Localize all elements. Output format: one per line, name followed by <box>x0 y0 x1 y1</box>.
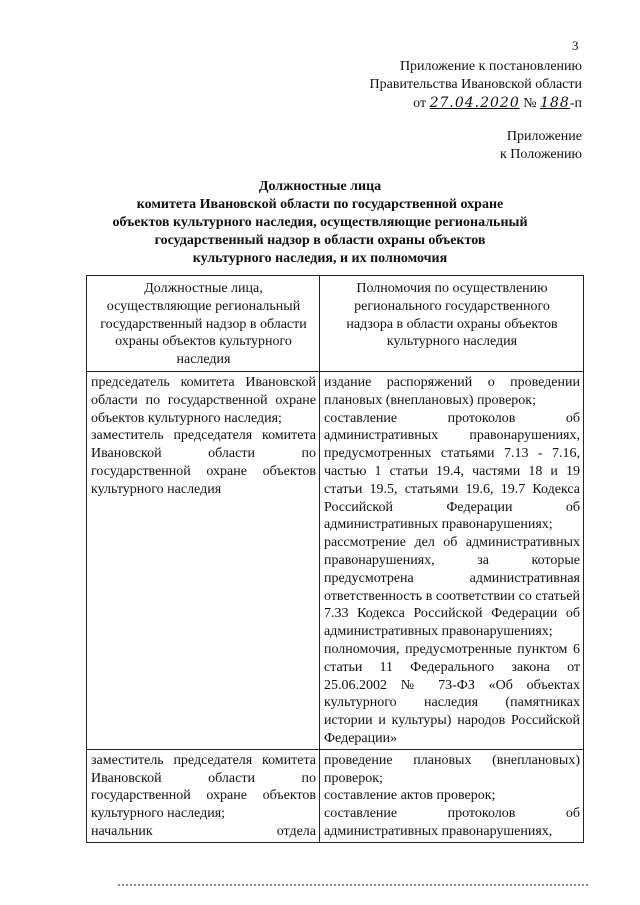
powers-cell: издание распоряжений о проведении плановых (внеплановых) проверок; составление протоколов об административных правонарушениях, предусмотренных статьями 7.13 - 7.16, частью 1 статьи 19.4, частями 18 и 19 статьи 19.5, статьями 19.6, 19.7 Кодекса Российской Федерации об административных правонарушениях; рассмотрение дел об административных правонарушениях, за которые предусмотрена административная ответственность в соответствии со статьей 7.33 Кодекса Российской Федерации об административных правонарушениях; полномочия, предусмотренные пунктом 6 статьи 11 Федерального закона от 25.06.2002 № 73-ФЗ «Об объектах культурного наследия (памятниках истории и культуры) народов Российской Федерации» <box>320 371 584 749</box>
table-row <box>87 371 584 749</box>
page-number: 3 <box>572 38 579 53</box>
officials-cell: заместитель председателя комитета Ивановской области по государственной охране объектов культурного наследия; начальник отдела <box>87 749 320 842</box>
header-date-line: от 27.04.2020 № 188-п <box>413 95 582 111</box>
scan-edge-divider <box>118 884 588 890</box>
officials-table <box>86 275 584 843</box>
handwritten-date: 27.04.2020 <box>429 95 520 111</box>
table-row <box>87 749 584 842</box>
table-header-row <box>87 276 584 372</box>
officials-cell: председатель комитета Ивановской области по государственной охране объектов культурного наследия; заместитель председателя комитета Ивановской области по государственной охране объектов культурного наследия <box>87 371 320 749</box>
header-line-1: Приложение к постановлению <box>399 59 582 74</box>
document-title: Должностные лица комитета Ивановской области по государственной охране объектов культурного наследия, осуществляющие региональный государственный надзор в области охраны объектов культурного наследия, и их полномочия <box>112 179 528 266</box>
document-header <box>252 58 582 113</box>
header-powers: Полномочия по осуществлению регионального государственного надзора в области охраны объектов культурного наследия <box>320 276 584 372</box>
header-officials: Должностные лица, осуществляющие региональный государственный надзор в области охраны объектов культурного наследия <box>87 276 320 372</box>
header-line-2: Правительства Ивановской области <box>369 77 582 92</box>
powers-cell: проведение плановых (внеплановых) проверок; составление актов проверок; составление протоколов об административных правонарушениях, <box>320 749 584 842</box>
appendix-note: Приложение к Положению <box>499 129 582 162</box>
handwritten-number: 188 <box>540 95 570 111</box>
